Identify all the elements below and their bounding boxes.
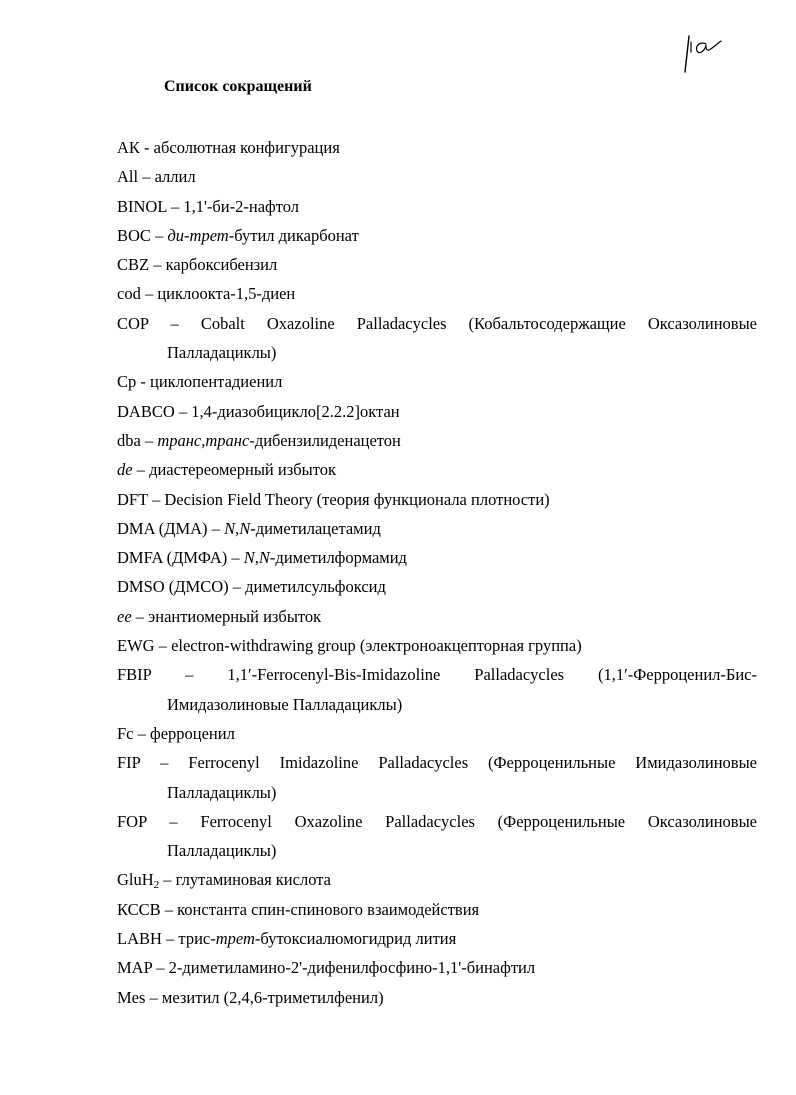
- abbreviation-separator: –: [159, 870, 176, 890]
- abbreviation-definition: диметилсульфоксид: [245, 577, 386, 597]
- abbreviation-term: DMFA (ДМФА): [117, 548, 228, 568]
- abbreviation-definition: диастереомерный избыток: [149, 460, 336, 480]
- abbreviation-entry: [117, 543, 757, 572]
- abbreviation-term: de: [117, 460, 133, 480]
- abbreviation-definition: карбоксибензил: [165, 255, 278, 275]
- abbreviation-definition: диметилформамид: [275, 548, 407, 568]
- abbreviation-entry: [117, 748, 757, 807]
- abbreviation-definition: 2-диметиламино-2'-дифенилфосфино-1,1'-бинафтил: [168, 958, 536, 978]
- abbreviation-entry: [117, 133, 757, 162]
- handwritten-mark-icon: [676, 28, 726, 78]
- abbreviation-term: BOC: [117, 225, 151, 245]
- abbreviation-definition: electron-withdrawing group (электроноакцепторная группа): [171, 636, 582, 656]
- abbreviation-separator: –: [138, 167, 155, 187]
- abbreviation-definition: 1,4-диазобицикло[2.2.2]октан: [191, 401, 400, 421]
- abbreviation-separator: –: [145, 987, 162, 1007]
- abbreviation-separator: –: [154, 636, 172, 656]
- abbreviation-definition: Ferrocenyl Imidazoline Palladacycles (Ферроценильные Имидазолиновые Палладациклы): [167, 753, 758, 802]
- abbreviation-definition: бутоксиалюмогидрид лития: [260, 929, 457, 949]
- abbreviation-separator: -: [139, 138, 154, 157]
- abbreviation-entry: [117, 279, 757, 308]
- abbreviation-entry: [117, 719, 757, 748]
- abbreviation-term: DMA (ДМА): [117, 518, 208, 538]
- abbreviation-entry: [117, 192, 757, 221]
- abbreviation-separator: –: [174, 401, 192, 421]
- abbreviation-definition: 1,1′-Ferrocenyl-Bis-Imidazoline Palladacycles (1,1′-Ферроценил-Бис-Имидазолиновые Палладациклы): [167, 665, 758, 714]
- abbreviation-term: АК: [117, 138, 140, 157]
- abbreviation-term: FIP: [117, 753, 141, 773]
- abbreviation-term: Mes: [117, 987, 146, 1007]
- abbreviation-separator: –: [140, 753, 189, 773]
- abbreviation-term: КССВ: [117, 899, 161, 919]
- abbreviation-separator: –: [146, 811, 201, 831]
- abbreviation-separator: –: [152, 958, 169, 978]
- abbreviation-term: BINOL: [117, 196, 167, 216]
- abbreviation-entry: [117, 309, 757, 368]
- abbreviation-separator: –: [160, 899, 178, 919]
- abbreviation-entry: [117, 631, 757, 660]
- abbreviation-definition: абсолютная конфигурация: [153, 138, 340, 157]
- abbreviation-separator: –: [149, 255, 166, 275]
- abbreviation-term: Cp: [117, 372, 137, 392]
- abbreviation-term-subscript: 2: [153, 879, 160, 892]
- abbreviation-definition: циклоокта-1,5-диен: [157, 284, 296, 304]
- abbreviation-entry: [117, 807, 757, 866]
- abbreviation-definition: бутил дикарбонат: [234, 225, 359, 245]
- abbreviation-term: DFT: [117, 489, 148, 509]
- definition-italic-prefix: трет-: [215, 929, 261, 949]
- abbreviation-entry: [117, 221, 757, 250]
- definition-italic-prefix: N,N-: [224, 518, 256, 538]
- abbreviation-entry: [117, 983, 757, 1012]
- abbreviation-term: FBIP: [117, 665, 152, 685]
- abbreviation-separator: –: [166, 196, 184, 216]
- abbreviation-term: ee: [117, 606, 132, 626]
- definition-prefix: трис-: [178, 929, 216, 949]
- abbreviation-definition: глутаминовая кислота: [175, 870, 331, 890]
- abbreviation-definition: 1,1'-би-2-нафтол: [183, 196, 299, 216]
- abbreviation-separator: –: [161, 929, 179, 949]
- abbreviation-definition: энантиомерный избыток: [148, 606, 322, 626]
- abbreviation-term: EWG: [117, 636, 155, 656]
- abbreviation-definition: диметилацетамид: [255, 518, 381, 538]
- abbreviation-entry: [117, 485, 757, 514]
- abbreviation-entry: [117, 397, 757, 426]
- abbreviation-entry: [117, 660, 757, 719]
- abbreviation-term: All: [117, 167, 139, 187]
- abbreviation-entry: [117, 602, 757, 631]
- abbreviation-definition: Decision Field Theory (теория функционала плотности): [164, 489, 550, 509]
- abbreviation-entry: [117, 953, 757, 982]
- abbreviation-definition: Cobalt Oxazoline Palladacycles (Кобальтосодержащие Оксазолиновые Палладациклы): [167, 313, 757, 363]
- abbreviation-separator: –: [132, 460, 150, 480]
- abbreviation-list: [117, 133, 757, 1012]
- abbreviation-separator: –: [140, 284, 158, 304]
- abbreviation-term: dba: [117, 430, 141, 450]
- abbreviation-term: MAP: [117, 958, 153, 978]
- abbreviation-term: DMSO (ДМСО): [117, 577, 229, 597]
- definition-italic-prefix: транс,транс-: [157, 430, 255, 450]
- abbreviation-entry: [117, 250, 757, 279]
- abbreviation-separator: –: [148, 313, 201, 333]
- abbreviation-separator: –: [228, 577, 246, 597]
- abbreviation-entry: [117, 162, 757, 191]
- abbreviation-entry: [117, 455, 757, 484]
- abbreviation-definition: Ferrocenyl Oxazoline Palladacycles (Ферроценильные Оксазолиновые Палладациклы): [167, 811, 758, 861]
- abbreviation-entry: [117, 924, 757, 953]
- abbreviation-separator: –: [151, 665, 228, 685]
- abbreviation-term: DABCO: [117, 401, 175, 421]
- abbreviation-separator: –: [140, 430, 158, 450]
- abbreviation-definition: ферроценил: [150, 723, 235, 743]
- abbreviation-entry: [117, 426, 757, 455]
- abbreviation-separator: –: [147, 489, 165, 509]
- abbreviation-term: LABH: [117, 929, 162, 949]
- abbreviation-definition: циклопентадиенил: [150, 372, 283, 392]
- abbreviation-definition: аллил: [154, 167, 196, 187]
- abbreviation-term: Fc: [117, 723, 134, 743]
- abbreviation-term: cod: [117, 284, 141, 304]
- abbreviation-term: FOP: [117, 811, 147, 831]
- abbreviation-entry: [117, 865, 757, 894]
- abbreviation-separator: -: [136, 372, 151, 392]
- abbreviation-term: GluH: [117, 870, 154, 890]
- abbreviation-definition: мезитил (2,4,6-триметилфенил): [161, 987, 384, 1007]
- abbreviation-separator: –: [227, 548, 244, 568]
- definition-italic-prefix: N,N-: [243, 548, 276, 568]
- definition-italic-prefix: ди-трет-: [167, 225, 235, 245]
- abbreviation-separator: –: [150, 225, 168, 245]
- abbreviation-entry: [117, 367, 757, 396]
- abbreviation-entry: [117, 514, 757, 543]
- abbreviation-separator: –: [133, 723, 150, 743]
- abbreviation-term: CBZ: [117, 255, 150, 275]
- abbreviation-entry: [117, 572, 757, 601]
- abbreviation-separator: –: [131, 606, 149, 626]
- abbreviation-definition: константа спин-спинового взаимодействия: [177, 899, 480, 919]
- abbreviation-term: COP: [117, 313, 149, 333]
- handwritten-page-number: [676, 28, 726, 78]
- abbreviation-separator: –: [207, 518, 225, 538]
- page-title: Список сокращений: [164, 78, 312, 95]
- abbreviation-entry: [117, 895, 757, 924]
- abbreviation-definition: дибензилиденацетон: [254, 430, 401, 450]
